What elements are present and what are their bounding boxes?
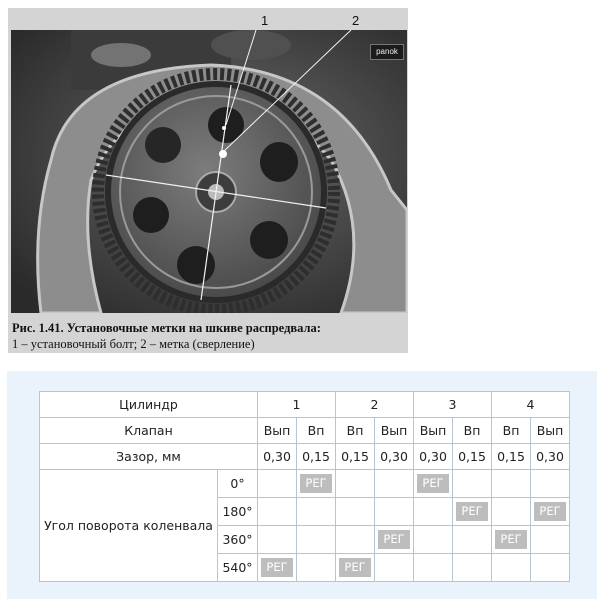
reg-cell bbox=[336, 526, 375, 554]
valve-type: Вп bbox=[492, 418, 531, 444]
reg-cell bbox=[453, 498, 492, 526]
publisher-logo: panok bbox=[370, 44, 404, 60]
reg-cell bbox=[492, 554, 531, 582]
caption-title: Рис. 1.41. Установочные метки на шкиве распредвала: bbox=[12, 321, 321, 335]
reg-cell bbox=[453, 526, 492, 554]
valve-clearance-table bbox=[39, 391, 570, 582]
valve-type: Вп bbox=[336, 418, 375, 444]
figure-caption bbox=[12, 320, 408, 352]
reg-cell bbox=[492, 526, 531, 554]
clearance-value: 0,15 bbox=[453, 444, 492, 470]
reg-cell bbox=[297, 554, 336, 582]
cylinder-number: 3 bbox=[414, 392, 492, 418]
camshaft-pulley-photo bbox=[11, 30, 407, 313]
reg-cell bbox=[258, 526, 297, 554]
reg-cell bbox=[375, 470, 414, 498]
reg-cell bbox=[414, 526, 453, 554]
reg-badge: РЕГ bbox=[456, 502, 488, 521]
reg-badge: РЕГ bbox=[339, 558, 371, 577]
reg-cell bbox=[492, 498, 531, 526]
angle-value: 180° bbox=[218, 498, 258, 526]
clearance-value: 0,15 bbox=[297, 444, 336, 470]
clearance-value: 0,15 bbox=[492, 444, 531, 470]
reg-badge: РЕГ bbox=[417, 474, 449, 493]
header-valve: Клапан bbox=[40, 418, 258, 444]
valve-type: Вып bbox=[258, 418, 297, 444]
reg-cell bbox=[414, 554, 453, 582]
reg-cell bbox=[375, 554, 414, 582]
header-clearance: Зазор, мм bbox=[40, 444, 258, 470]
cylinder-number: 1 bbox=[258, 392, 336, 418]
reg-cell bbox=[492, 470, 531, 498]
valve-type: Вп bbox=[453, 418, 492, 444]
reg-badge: РЕГ bbox=[261, 558, 293, 577]
reg-cell bbox=[375, 498, 414, 526]
clearance-value: 0,30 bbox=[414, 444, 453, 470]
reg-cell bbox=[531, 526, 570, 554]
angle-value: 360° bbox=[218, 526, 258, 554]
valve-type: Вып bbox=[414, 418, 453, 444]
reg-cell bbox=[531, 498, 570, 526]
table-row bbox=[40, 470, 570, 498]
callout-number: 2 bbox=[352, 13, 360, 28]
clearance-value: 0,30 bbox=[375, 444, 414, 470]
valve-type: Вып bbox=[531, 418, 570, 444]
reg-cell bbox=[453, 554, 492, 582]
table-row bbox=[40, 444, 570, 470]
table-row bbox=[40, 392, 570, 418]
valve-type: Вп bbox=[297, 418, 336, 444]
reg-badge: РЕГ bbox=[534, 502, 566, 521]
clearance-value: 0,30 bbox=[258, 444, 297, 470]
clearance-value: 0,15 bbox=[336, 444, 375, 470]
reg-cell bbox=[258, 554, 297, 582]
reg-badge: РЕГ bbox=[495, 530, 527, 549]
reg-cell bbox=[336, 470, 375, 498]
reg-cell bbox=[453, 470, 492, 498]
table-row bbox=[40, 418, 570, 444]
figure-block bbox=[8, 8, 408, 353]
reg-badge: РЕГ bbox=[378, 530, 410, 549]
header-cylinder: Цилиндр bbox=[40, 392, 258, 418]
clearance-value: 0,30 bbox=[531, 444, 570, 470]
header-crank-angle: Угол поворота коленвала bbox=[40, 470, 218, 582]
cylinder-number: 4 bbox=[492, 392, 570, 418]
valve-type: Вып bbox=[375, 418, 414, 444]
reg-cell bbox=[414, 498, 453, 526]
reg-cell bbox=[258, 498, 297, 526]
reg-cell bbox=[336, 498, 375, 526]
valve-clearance-panel bbox=[7, 371, 597, 599]
caption-legend: 1 – установочный болт; 2 – метка (сверление) bbox=[12, 337, 255, 351]
reg-cell bbox=[531, 470, 570, 498]
reg-cell bbox=[414, 470, 453, 498]
reg-cell bbox=[258, 470, 297, 498]
reg-cell bbox=[375, 526, 414, 554]
reg-cell bbox=[297, 498, 336, 526]
cylinder-number: 2 bbox=[336, 392, 414, 418]
reg-cell bbox=[297, 470, 336, 498]
angle-value: 540° bbox=[218, 554, 258, 582]
reg-cell bbox=[336, 554, 375, 582]
callout-number: 1 bbox=[261, 13, 269, 28]
reg-cell bbox=[531, 554, 570, 582]
angle-value: 0° bbox=[218, 470, 258, 498]
reg-cell bbox=[297, 526, 336, 554]
reg-badge: РЕГ bbox=[300, 474, 332, 493]
